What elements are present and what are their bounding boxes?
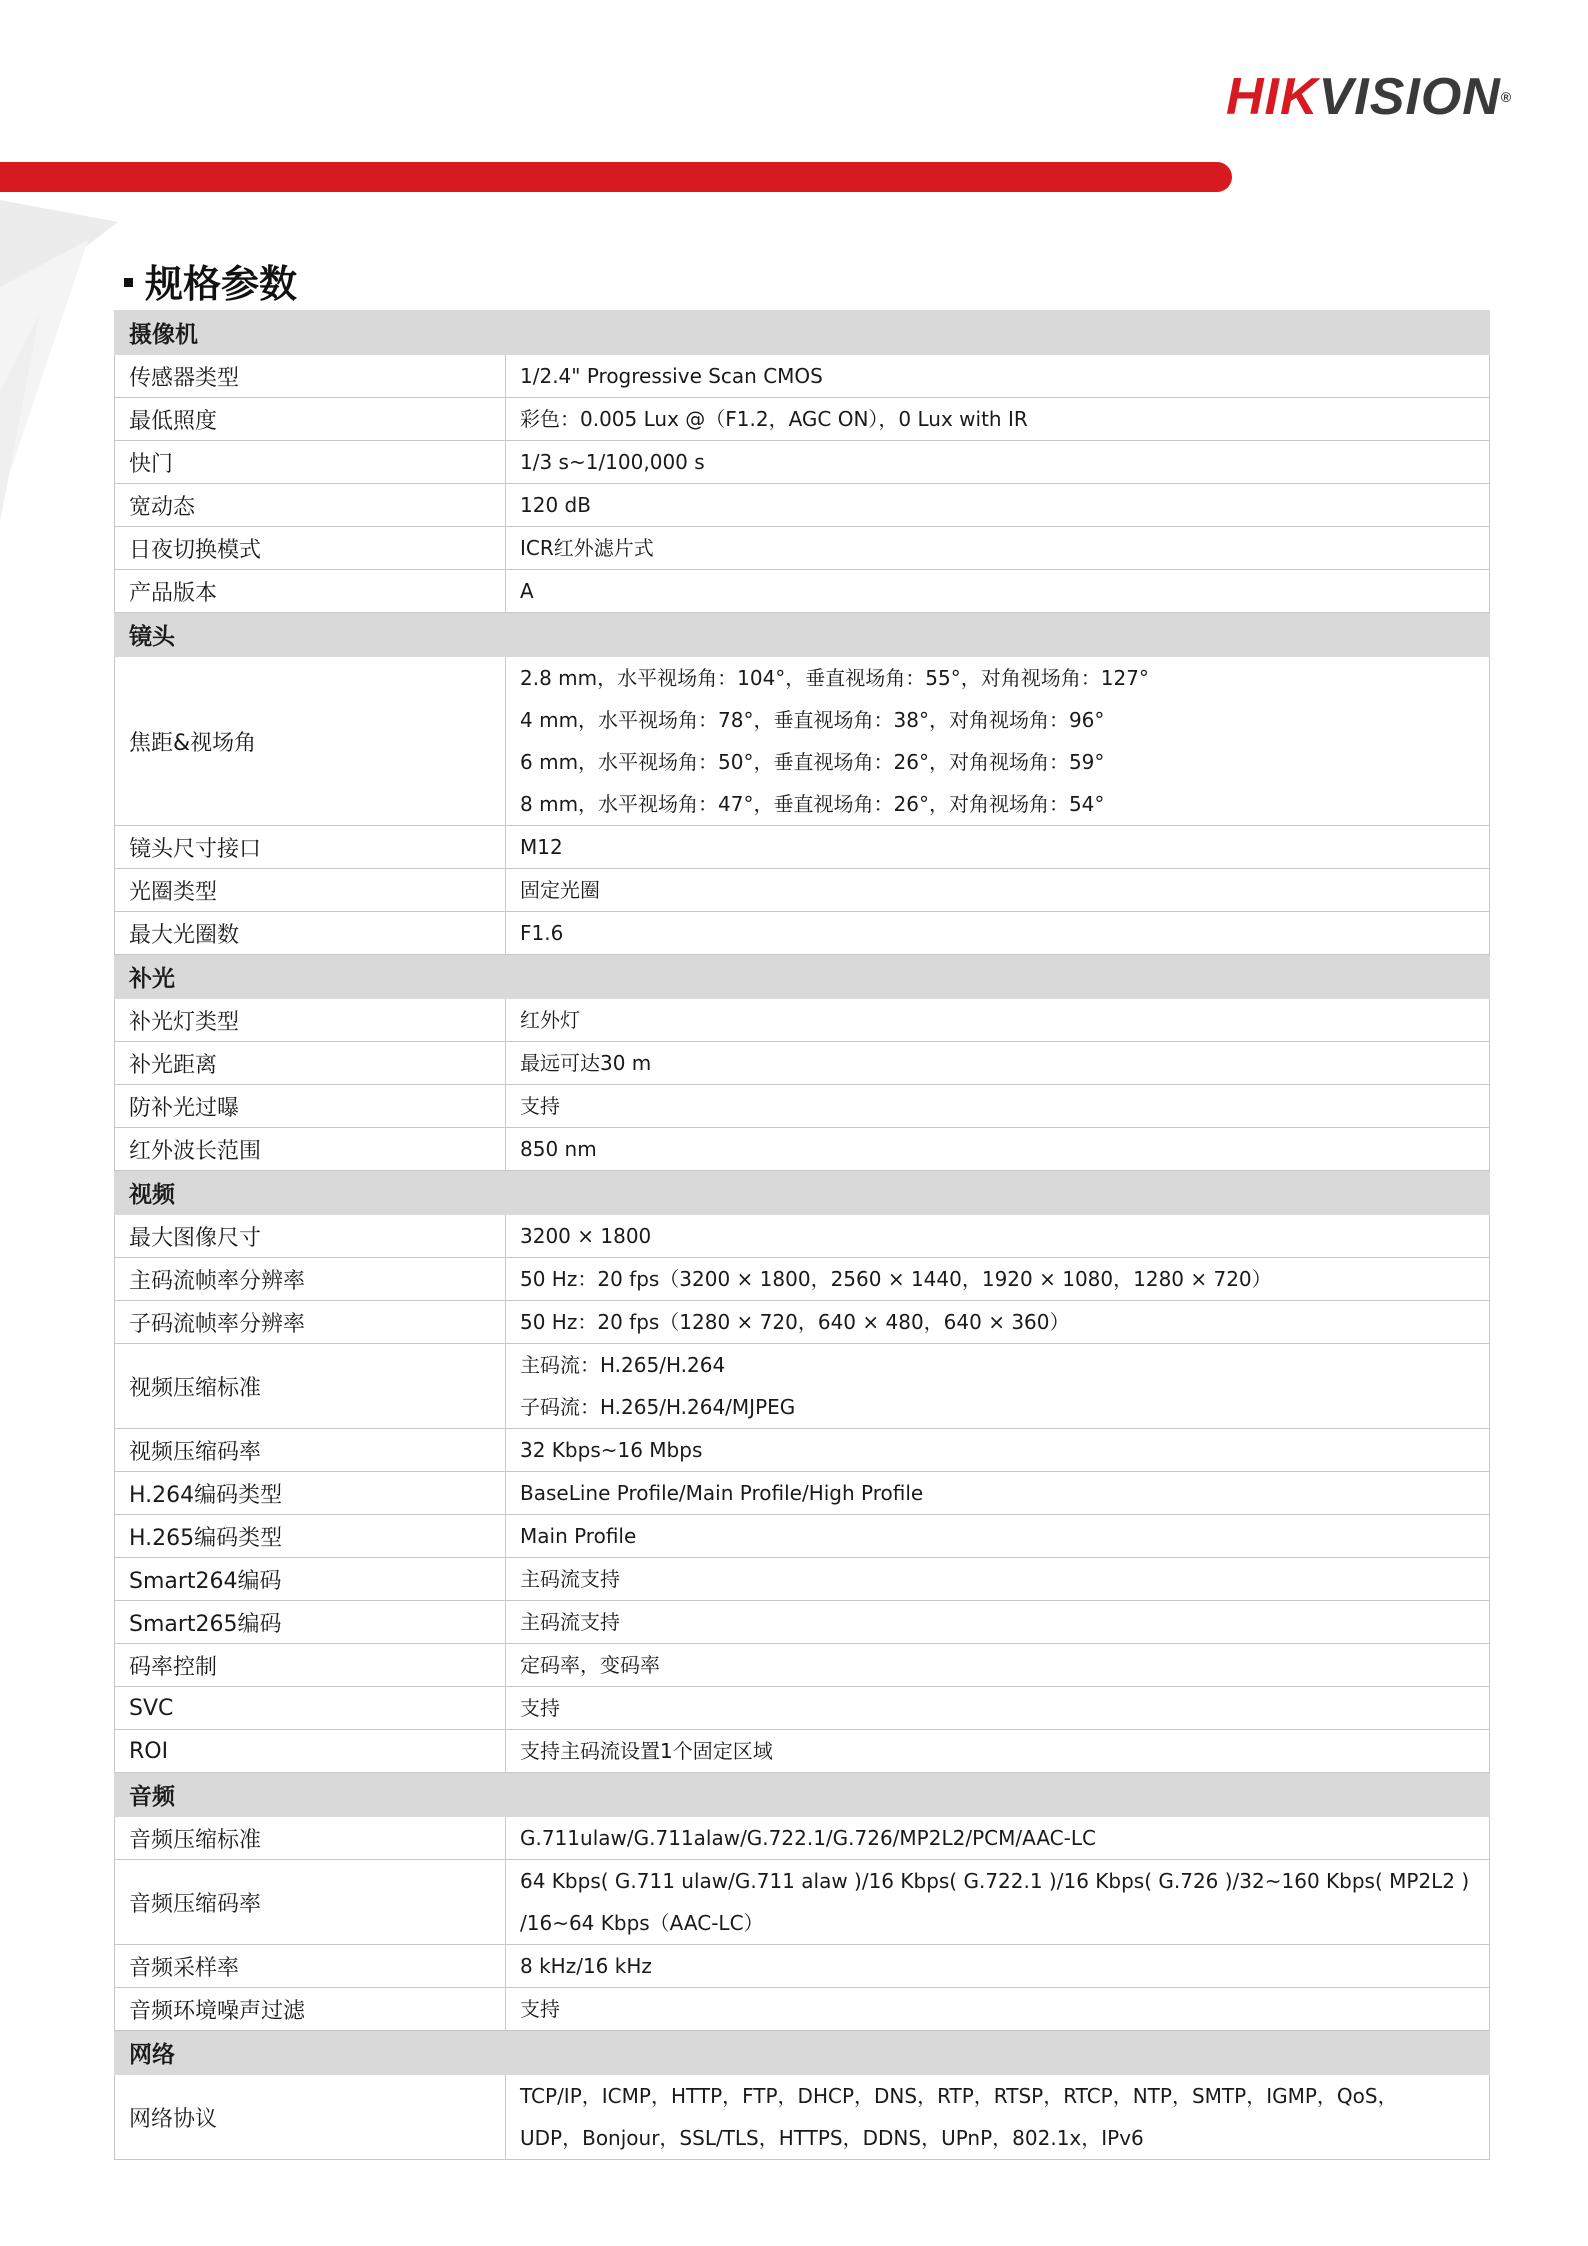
spec-value-line: Main Profile: [520, 1524, 637, 1548]
spec-row: [115, 657, 1490, 826]
spec-key: 传感器类型: [115, 355, 506, 398]
spec-value-line: 支持: [520, 1094, 560, 1118]
spec-key: 视频压缩码率: [115, 1429, 506, 1472]
spec-row: [115, 912, 1490, 955]
spec-key: 主码流帧率分辨率: [115, 1258, 506, 1301]
spec-value: [506, 2075, 1490, 2160]
spec-value: [506, 1128, 1490, 1171]
spec-value: [506, 869, 1490, 912]
spec-value: [506, 1601, 1490, 1644]
logo-part2: VISION: [1318, 68, 1501, 126]
spec-value-line: TCP/IP，ICMP，HTTP，FTP，DHCP，DNS，RTP，RTSP，RTCP，NTP，SMTP，IGMP，QoS，: [520, 2084, 1398, 2108]
section-header: 视频: [115, 1171, 1490, 1215]
spec-row: [115, 869, 1490, 912]
spec-row: [115, 1558, 1490, 1601]
spec-row: [115, 1515, 1490, 1558]
spec-value: [506, 1301, 1490, 1344]
spec-row: [115, 1344, 1490, 1429]
spec-value-line: 2.8 mm，水平视场角：104°，垂直视场角：55°，对角视场角：127°: [520, 666, 1149, 690]
spec-row: [115, 1817, 1490, 1860]
spec-value: [506, 1730, 1490, 1773]
spec-value-line: 彩色：0.005 Lux @（F1.2，AGC ON），0 Lux with IR: [520, 407, 1028, 431]
spec-value: [506, 999, 1490, 1042]
spec-row: [115, 1042, 1490, 1085]
spec-row: [115, 2075, 1490, 2160]
spec-row: [115, 355, 1490, 398]
spec-value: [506, 1558, 1490, 1601]
spec-table-body: [115, 311, 1490, 2160]
spec-value-line: 6 mm，水平视场角：50°，垂直视场角：26°，对角视场角：59°: [520, 750, 1105, 774]
spec-value: [506, 1429, 1490, 1472]
spec-value: [506, 1472, 1490, 1515]
spec-value: [506, 1215, 1490, 1258]
spec-value-line: /16~64 Kbps（AAC-LC）: [520, 1911, 764, 1935]
spec-row: [115, 1687, 1490, 1730]
section-header: 补光: [115, 955, 1490, 999]
logo-mark: ®: [1500, 89, 1513, 105]
spec-value-line: 32 Kbps~16 Mbps: [520, 1438, 703, 1462]
spec-value-line: 主码流：H.265/H.264: [520, 1353, 726, 1377]
spec-value-line: 1/3 s~1/100,000 s: [520, 450, 705, 474]
spec-value-line: ICR红外滤片式: [520, 536, 654, 560]
spec-row: [115, 1128, 1490, 1171]
spec-key: 光圈类型: [115, 869, 506, 912]
spec-value-line: 120 dB: [520, 493, 591, 517]
spec-key: 子码流帧率分辨率: [115, 1301, 506, 1344]
spec-value: [506, 1945, 1490, 1988]
spec-value: [506, 570, 1490, 613]
spec-row: [115, 1644, 1490, 1687]
page-title-text: 规格参数: [145, 262, 298, 306]
spec-row: [115, 570, 1490, 613]
spec-value-line: G.711ulaw/G.711alaw/G.722.1/G.726/MP2L2/PCM/AAC-LC: [520, 1826, 1096, 1850]
spec-value: [506, 355, 1490, 398]
spec-key: SVC: [115, 1687, 506, 1730]
logo-part1: HIK: [1226, 68, 1319, 126]
spec-value-line: 主码流支持: [520, 1610, 620, 1634]
spec-value: [506, 1817, 1490, 1860]
spec-row: [115, 1945, 1490, 1988]
spec-value-line: 主码流支持: [520, 1567, 620, 1591]
spec-value: [506, 1085, 1490, 1128]
spec-row: [115, 1301, 1490, 1344]
spec-key: 日夜切换模式: [115, 527, 506, 570]
spec-row: [115, 999, 1490, 1042]
title-bullet-icon: [124, 278, 133, 287]
spec-key: ROI: [115, 1730, 506, 1773]
spec-value-line: 子码流：H.265/H.264/MJPEG: [520, 1395, 796, 1419]
spec-value-line: BaseLine Profile/Main Profile/High Profile: [520, 1481, 924, 1505]
hikvision-logo: [1226, 68, 1526, 126]
spec-key: Smart264编码: [115, 1558, 506, 1601]
spec-key: 视频压缩标准: [115, 1344, 506, 1429]
spec-table: [114, 310, 1490, 2160]
spec-row: [115, 398, 1490, 441]
spec-key: 红外波长范围: [115, 1128, 506, 1171]
section-header-row: [115, 1171, 1490, 1215]
spec-row: [115, 1258, 1490, 1301]
spec-key: 码率控制: [115, 1644, 506, 1687]
spec-value: [506, 1687, 1490, 1730]
spec-value-line: 支持: [520, 1997, 560, 2021]
spec-value-line: 850 nm: [520, 1137, 597, 1161]
spec-key: 防补光过曝: [115, 1085, 506, 1128]
spec-value-line: 最远可达30 m: [520, 1051, 652, 1075]
page-title: [124, 256, 297, 312]
section-header: 摄像机: [115, 311, 1490, 355]
spec-value: [506, 527, 1490, 570]
spec-value-line: UDP，Bonjour，SSL/TLS，HTTPS，DDNS，UPnP，802.1x，IPv6: [520, 2126, 1144, 2150]
spec-key: 补光距离: [115, 1042, 506, 1085]
spec-key: 宽动态: [115, 484, 506, 527]
section-header: 音频: [115, 1773, 1490, 1817]
spec-value: [506, 441, 1490, 484]
spec-key: H.264编码类型: [115, 1472, 506, 1515]
spec-key: 产品版本: [115, 570, 506, 613]
spec-value-line: 64 Kbps( G.711 ulaw/G.711 alaw )/16 Kbps( G.722.1 )/16 Kbps( G.726 )/32~160 Kbps( MP2L2 ): [520, 1869, 1470, 1893]
spec-key: 音频环境噪声过滤: [115, 1988, 506, 2031]
spec-value-line: 4 mm，水平视场角：78°，垂直视场角：38°，对角视场角：96°: [520, 708, 1105, 732]
spec-value-line: 固定光圈: [520, 878, 600, 902]
spec-value: [506, 912, 1490, 955]
spec-key: 最大图像尺寸: [115, 1215, 506, 1258]
spec-value: [506, 826, 1490, 869]
spec-key: 焦距&视场角: [115, 657, 506, 826]
section-header-row: [115, 2031, 1490, 2075]
spec-row: [115, 1472, 1490, 1515]
spec-value-line: 定码率，变码率: [520, 1653, 660, 1677]
section-header-row: [115, 1773, 1490, 1817]
decorative-triangles: [0, 192, 125, 522]
spec-value-line: 1/2.4" Progressive Scan CMOS: [520, 364, 823, 388]
spec-row: [115, 1215, 1490, 1258]
spec-key: 镜头尺寸接口: [115, 826, 506, 869]
spec-value: [506, 657, 1490, 826]
spec-key: 音频采样率: [115, 1945, 506, 1988]
spec-row: [115, 527, 1490, 570]
spec-value: [506, 1258, 1490, 1301]
spec-value-line: 8 kHz/16 kHz: [520, 1954, 652, 1978]
spec-key: 音频压缩码率: [115, 1860, 506, 1945]
spec-key: H.265编码类型: [115, 1515, 506, 1558]
spec-value-line: 红外灯: [520, 1008, 580, 1032]
header-red-bar: [0, 162, 1232, 192]
spec-value: [506, 398, 1490, 441]
spec-key: 最低照度: [115, 398, 506, 441]
spec-value-line: F1.6: [520, 921, 564, 945]
section-header-row: [115, 613, 1490, 657]
spec-row: [115, 1085, 1490, 1128]
spec-value-line: 50 Hz：20 fps（1280 × 720，640 × 480，640 × 360）: [520, 1310, 1070, 1334]
spec-key: 音频压缩标准: [115, 1817, 506, 1860]
section-header-row: [115, 311, 1490, 355]
spec-value: [506, 1644, 1490, 1687]
spec-value-line: A: [520, 579, 534, 603]
spec-key: Smart265编码: [115, 1601, 506, 1644]
spec-value: [506, 484, 1490, 527]
spec-key: 快门: [115, 441, 506, 484]
spec-value: [506, 1042, 1490, 1085]
section-header: 镜头: [115, 613, 1490, 657]
spec-key: 最大光圈数: [115, 912, 506, 955]
spec-row: [115, 441, 1490, 484]
spec-key: 网络协议: [115, 2075, 506, 2160]
spec-value: [506, 1515, 1490, 1558]
spec-value: [506, 1344, 1490, 1429]
spec-value-line: 支持: [520, 1696, 560, 1720]
spec-value-line: 8 mm，水平视场角：47°，垂直视场角：26°，对角视场角：54°: [520, 792, 1105, 816]
spec-row: [115, 826, 1490, 869]
spec-value: [506, 1988, 1490, 2031]
spec-key: 补光灯类型: [115, 999, 506, 1042]
spec-value: [506, 1860, 1490, 1945]
spec-value-line: M12: [520, 835, 563, 859]
section-header: 网络: [115, 2031, 1490, 2075]
spec-row: [115, 1860, 1490, 1945]
spec-value-line: 3200 × 1800: [520, 1224, 652, 1248]
spec-value-line: 50 Hz：20 fps（3200 × 1800，2560 × 1440，1920 × 1080，1280 × 720）: [520, 1267, 1272, 1291]
spec-row: [115, 1601, 1490, 1644]
section-header-row: [115, 955, 1490, 999]
spec-value-line: 支持主码流设置1个固定区域: [520, 1739, 773, 1763]
spec-row: [115, 1429, 1490, 1472]
spec-row: [115, 1988, 1490, 2031]
spec-row: [115, 484, 1490, 527]
spec-row: [115, 1730, 1490, 1773]
